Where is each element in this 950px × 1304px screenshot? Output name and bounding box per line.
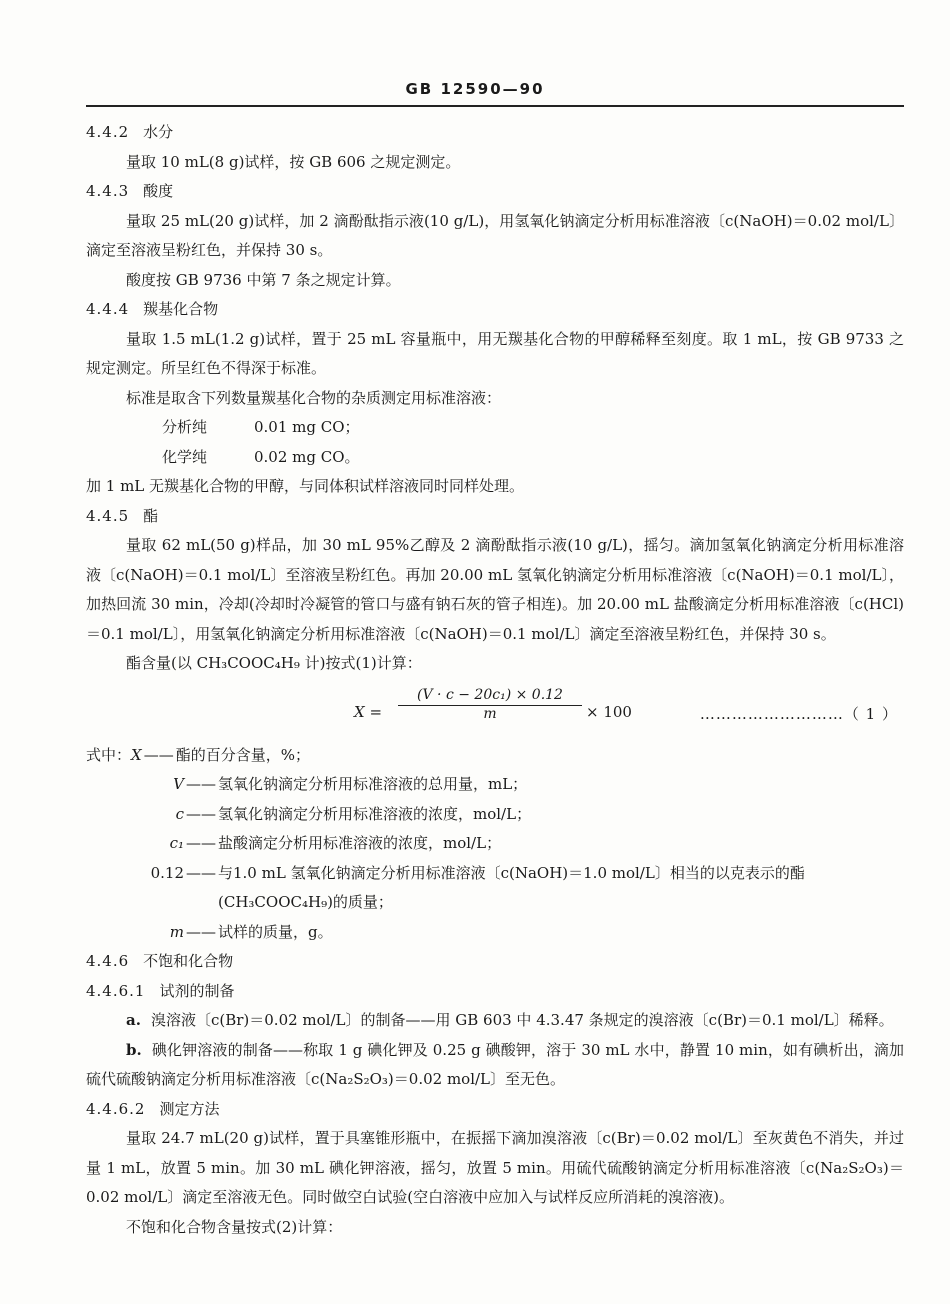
section-title: 不饱和化合物 xyxy=(143,952,234,970)
header-rule xyxy=(86,105,904,107)
where-description: 试样的质量，g。 xyxy=(218,922,333,941)
section-number: 4.4.5 xyxy=(86,506,130,525)
grade-line xyxy=(86,443,904,473)
paragraph: 不饱和化合物含量按式(2)计算： xyxy=(126,1217,343,1236)
paragraph: 量取 62 mL(50 g)样品，加 30 mL 95%乙醇及 2 滴酚酞指示液(10 g/L)，摇匀。滴加氢氧化钠滴定分析用标准溶液〔c(NaOH)＝0.1 mol/L〕至溶液呈粉红色。再加 20.00 mL 氢氧化钠滴定分析用标准溶液〔c(NaOH)＝0.1 mol/L〕，加热回流 30 min，冷却(冷却时冷凝管的管口与盛有钠石灰的管子相连)。加 20.00 mL 盐酸滴定分析用标准溶液〔c(HCl)＝0.1 mol/L〕，用氢氧化钠滴定分析用标准溶液〔c(NaOH)＝0.1 mol/L〕滴定至溶液呈粉红色，并保持 30 s。 xyxy=(86,536,904,643)
section-number: 4.4.4 xyxy=(86,300,130,318)
grade-line xyxy=(86,413,904,443)
formula-1 xyxy=(86,683,904,741)
where-item: c₁ —— 盐酸滴定分析用标准溶液的浓度，mol/L； xyxy=(86,829,904,859)
paragraph: 标准是取含下列数量羰基化合物的杂质测定用标准溶液： xyxy=(126,388,502,407)
section-number: 4.4.6.2 xyxy=(86,1099,146,1118)
section-number: 4.4.6.1 xyxy=(86,981,146,1000)
equation-number: ………………………（ 1 ） xyxy=(699,704,898,723)
item-text: 溴溶液〔c(Br)＝0.02 mol/L〕的制备——用 GB 603 中 4.3.47 条规定的溴溶液〔c(Br)＝0.1 mol/L〕稀释。 xyxy=(150,1011,894,1029)
paragraph: 量取 1.5 mL(1.2 g)试样，置于 25 mL 容量瓶中，用无羰基化合物的甲醇稀释至刻度。取 1 mL，按 GB 9733 之规定测定。所呈红色不得深于标准。 xyxy=(86,329,904,377)
item-label: a. xyxy=(126,1011,141,1029)
where-symbol: 0.12 xyxy=(150,863,184,882)
section-heading xyxy=(86,118,904,148)
grade-value: 0.01 mg CO； xyxy=(254,418,360,436)
section-heading xyxy=(86,977,904,1007)
where-symbol: c₁ xyxy=(169,834,184,852)
section-number: 4.4.3 xyxy=(86,182,130,200)
where-item: c —— 氢氧化钠滴定分析用标准溶液的浓度，mol/L； xyxy=(86,800,904,830)
list-item xyxy=(86,1036,904,1095)
list-item xyxy=(86,1006,904,1036)
section-title: 羰基化合物 xyxy=(143,300,219,318)
grade-label: 化学纯 xyxy=(162,447,208,466)
formula-fraction xyxy=(398,687,582,722)
section-title: 酯 xyxy=(143,506,159,525)
section-heading xyxy=(86,295,904,325)
where-symbol: c xyxy=(175,804,184,823)
where-symbol: X xyxy=(131,745,142,764)
where-item: 0.12 —— 与1.0 mL 氢氧化钠滴定分析用标准溶液〔c(NaOH)＝1.0 mol/L〕相当的以克表示的酯(CH₃COOC₄H₉)的质量； xyxy=(86,859,904,918)
where-description: 氢氧化钠滴定分析用标准溶液的总用量，mL； xyxy=(218,775,528,793)
section-title: 测定方法 xyxy=(159,1099,220,1118)
section-heading xyxy=(86,177,904,207)
section-heading xyxy=(86,947,904,977)
section-title: 酸度 xyxy=(143,182,174,200)
where-item: m —— 试样的质量，g。 xyxy=(86,918,904,948)
section-heading xyxy=(86,502,904,532)
section-title: 试剂的制备 xyxy=(159,981,235,1000)
section-title: 水分 xyxy=(143,123,174,141)
section-number: 4.4.6 xyxy=(86,952,130,970)
where-item: 式中： X —— 酯的百分含量，%； xyxy=(86,741,904,771)
paragraph: 加 1 mL 无羰基化合物的甲醇，与同体积试样溶液同时同样处理。 xyxy=(86,477,525,495)
document-body xyxy=(86,118,904,1242)
paragraph: 量取 10 mL(8 g)试样，按 GB 606 之规定测定。 xyxy=(126,152,461,171)
item-label: b. xyxy=(126,1040,142,1059)
formula-multiplier: × 100 xyxy=(586,702,632,721)
formula-lhs: X = xyxy=(354,702,383,721)
where-description: 酯的百分含量，%； xyxy=(175,745,310,764)
where-description: 氢氧化钠滴定分析用标准溶液的浓度，mol/L； xyxy=(218,804,532,823)
grade-label: 分析纯 xyxy=(162,418,208,436)
where-symbol: V xyxy=(173,775,184,793)
item-text: 碘化钾溶液的制备——称取 1 g 碘化钾及 0.25 g 碘酸钾，溶于 30 mL 水中，静置 10 min，如有碘析出，滴加硫代硫酸钠滴定分析用标准溶液〔c(Na₂S₂O₃)＝0.02 mol/L〕至无色。 xyxy=(86,1040,904,1088)
where-description: 盐酸滴定分析用标准溶液的浓度，mol/L； xyxy=(218,834,502,852)
where-intro: 式中： xyxy=(86,745,132,764)
section-number: 4.4.2 xyxy=(86,123,130,141)
where-symbol: m xyxy=(169,922,184,941)
formula-denominator: m xyxy=(483,705,497,722)
where-item: V —— 氢氧化钠滴定分析用标准溶液的总用量，mL； xyxy=(86,770,904,800)
paragraph: 量取 25 mL(20 g)试样，加 2 滴酚酞指示液(10 g/L)，用氢氧化钠滴定分析用标准溶液〔c(NaOH)＝0.02 mol/L〕滴定至溶液呈粉红色，并保持 30 s。 xyxy=(86,211,904,259)
paragraph: 酯含量(以 CH₃COOC₄H₉ 计)按式(1)计算： xyxy=(126,654,422,672)
standard-number-header: GB 12590—90 xyxy=(405,80,545,98)
paragraph: 酸度按 GB 9736 中第 7 条之规定计算。 xyxy=(126,270,401,289)
formula-numerator: (V · c − 20c₁) × 0.12 xyxy=(398,687,582,706)
where-list xyxy=(86,741,904,948)
section-heading xyxy=(86,1095,904,1125)
paragraph: 量取 24.7 mL(20 g)试样，置于具塞锥形瓶中，在振摇下滴加溴溶液〔c(Br)＝0.02 mol/L〕至灰黄色不消失，并过量 1 mL，放置 5 min。加 30 mL 碘化钾溶液，摇匀，放置 5 min。用硫代硫酸钠滴定分析用标准溶液〔c(Na₂S₂O₃)＝0.02 mol/L〕滴定至溶液无色。同时做空白试验(空白溶液中应加入与试样反应所消耗的溴溶液)。 xyxy=(86,1129,904,1206)
where-description: 与1.0 mL 氢氧化钠滴定分析用标准溶液〔c(NaOH)＝1.0 mol/L〕相当的以克表示的酯(CH₃COOC₄H₉)的质量； xyxy=(218,863,805,911)
grade-value: 0.02 mg CO。 xyxy=(254,447,360,466)
